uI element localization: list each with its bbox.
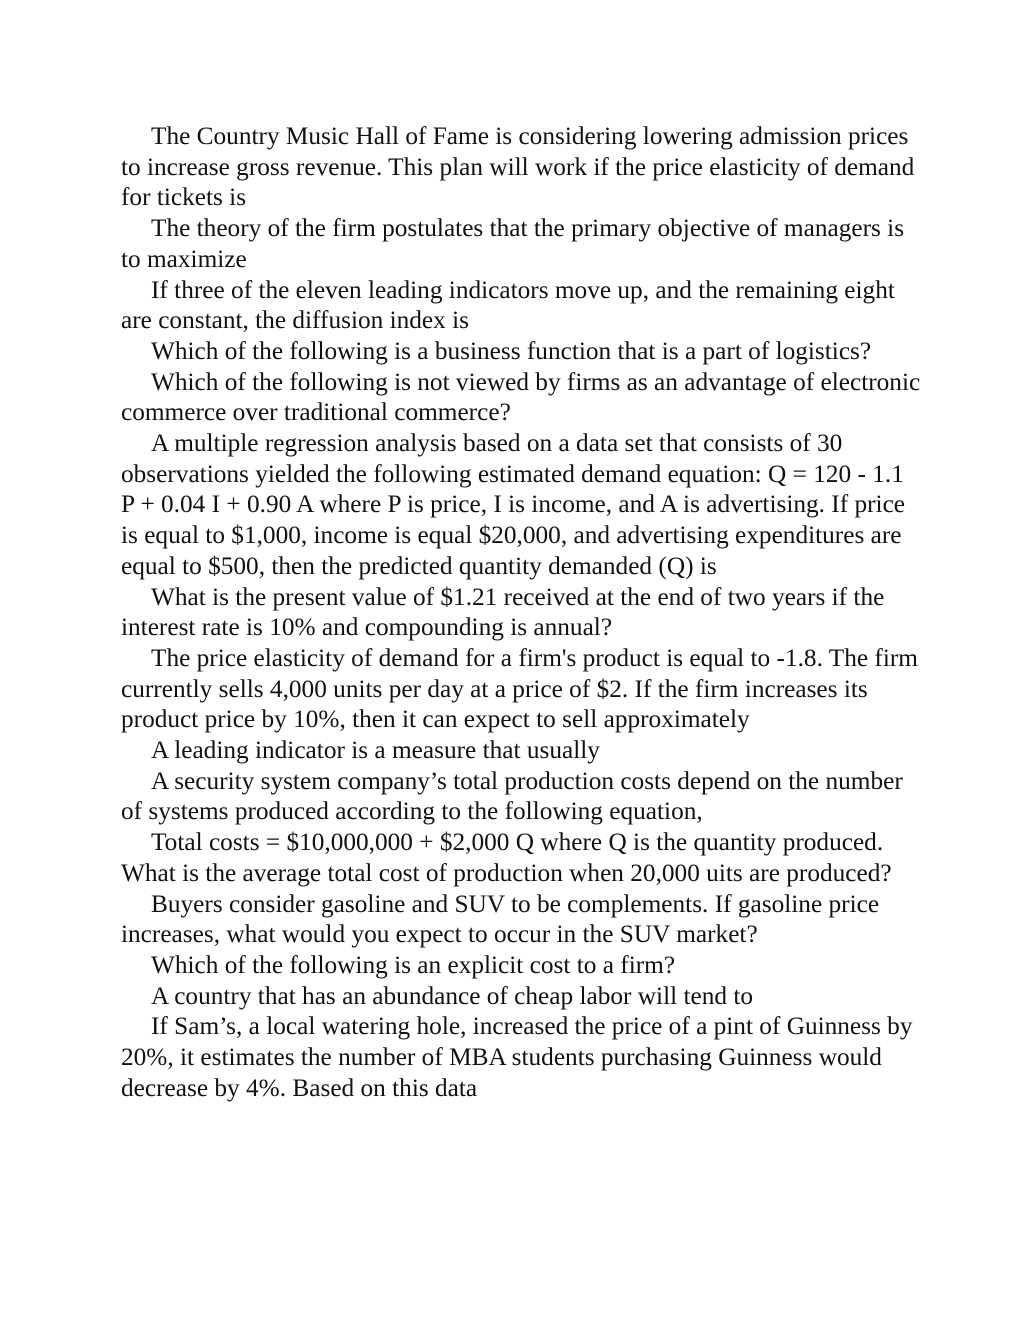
question-paragraph: Which of the following is a business function that is a part of logistics? xyxy=(151,336,872,365)
question-paragraph: A security system company’s total production costs depend on the number of systems produced according to the following equation, xyxy=(121,766,903,826)
question-paragraph: If Sam’s, a local watering hole, increased the price of a pint of Guinness by 20%, it estimates the number of MBA students purchasing Guinness would decrease by 4%. Based on this data xyxy=(121,1012,913,1102)
question-paragraph: A country that has an abundance of cheap labor will tend to xyxy=(151,981,754,1010)
question-paragraph: The Country Music Hall of Fame is considering lowering admission prices to increase gross revenue. This plan will work if the price elasticity of demand for tickets is xyxy=(121,122,915,212)
question-paragraph: Buyers consider gasoline and SUV to be complements. If gasoline price increases, what would you expect to occur in the SUV market? xyxy=(121,889,880,949)
question-paragraph: If three of the eleven leading indicators move up, and the remaining eight are constant, the diffusion index is xyxy=(121,275,895,335)
question-paragraph: Total costs = $10,000,000 + $2,000 Q where Q is the quantity produced. What is the average total cost of production when 20,000 uits are produced? xyxy=(121,828,892,887)
question-paragraph: Which of the following is not viewed by firms as an advantage of electronic commerce over traditional commerce? xyxy=(121,367,921,427)
question-paragraph: The theory of the firm postulates that the primary objective of managers is to maximize xyxy=(121,214,905,273)
question-paragraph: A multiple regression analysis based on a data set that consists of 30 observations yielded the following estimated demand equation: Q = 120 - 1.1 P + 0.04 I + 0.90 A where P is price, I is income, and A is advertising. If price is equal to $1,000, income is equal $20,000, and advertising expenditures are equal to $500, then the predicted quantity demanded (Q) is xyxy=(121,429,906,580)
question-paragraph: A leading indicator is a measure that usually xyxy=(151,736,600,765)
question-paragraph: Which of the following is an explicit cost to a firm? xyxy=(151,950,676,979)
document-page xyxy=(121,121,921,1104)
question-paragraph: The price elasticity of demand for a firm's product is equal to -1.8. The firm currently sells 4,000 units per day at a price of $2. If the firm increases its product price by 10%, then it can expect to sell approximately xyxy=(121,643,918,734)
question-paragraph: What is the present value of $1.21 received at the end of two years if the interest rate is 10% and compounding is annual? xyxy=(121,582,885,642)
